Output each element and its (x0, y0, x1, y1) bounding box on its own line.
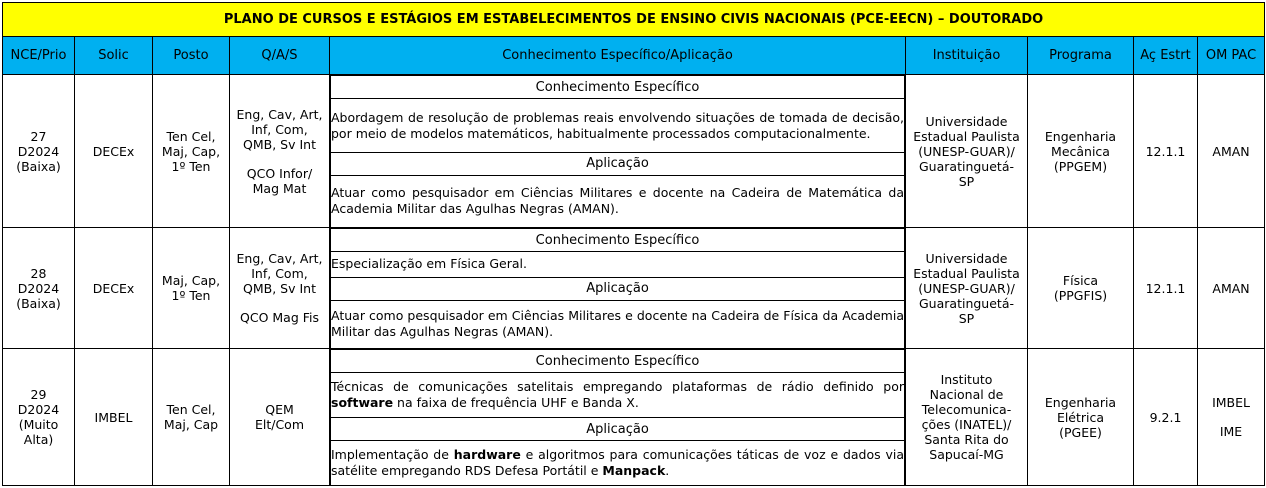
instituicao-line: Guaratinguetá- (919, 158, 1014, 174)
om-pac-line: IMBEL (1212, 395, 1250, 411)
bold-text: software (331, 395, 394, 411)
programa-line: Elétrica (1056, 409, 1105, 425)
conhecimento-inner (330, 349, 905, 485)
instituicao-line: ções (INATEL)/ (921, 417, 1012, 433)
header-programa: Programa (1028, 37, 1134, 75)
table-title: PLANO DE CURSOS E ESTÁGIOS EM ESTABELECIMENTOS DE ENSINO CIVIS NACIONAIS (PCE-EECN) – DOUTORADO (3, 3, 1265, 37)
cell-om-pac (1198, 349, 1265, 486)
cell-posto (153, 75, 230, 228)
programa-line: (PGEE) (1059, 424, 1102, 440)
instituicao-line: Estadual Paulista (913, 128, 1020, 144)
qas-line: Eng, Cav, Art, (236, 251, 323, 267)
instituicao-line: (UNESP-GUAR)/ (918, 143, 1015, 159)
cell-instituicao (906, 75, 1028, 228)
programa-line: Engenharia (1044, 128, 1117, 144)
text-segment: Abordagem de resolução de problemas reais envolvendo situações de tomada de decisão, por meio de modelos matemáticos, habitualmente processados computacionalmente. (331, 109, 904, 141)
qas-line: Inf, Com, (251, 266, 308, 282)
text-segment: Atuar como pesquisador em Ciências Militares e docente na Cadeira de Física da Academia Militar das Agulhas Negras (AMAN). (331, 308, 904, 340)
bold-text: hardware (453, 447, 521, 463)
bold-text: Manpack (602, 463, 666, 479)
cell-om-pac (1198, 75, 1265, 228)
conhecimento-inner (330, 228, 905, 348)
nce-line: D2024 (17, 143, 60, 159)
instituicao-line: Estadual Paulista (913, 265, 1020, 281)
header-qas: Q/A/S (230, 37, 330, 75)
header-om-pac: OM PAC (1198, 37, 1265, 75)
instituicao-line: Telecomunica- (921, 402, 1012, 418)
sub-header-aplicacao: Aplicação (331, 418, 905, 441)
cell-solic: DECEx (75, 75, 153, 228)
cell-nce-prio (3, 75, 75, 228)
posto-line: 1º Ten (171, 158, 211, 174)
cell-ac-estrt: 12.1.1 (1134, 75, 1198, 228)
om-pac-line: AMAN (1212, 280, 1250, 296)
header-solic: Solic (75, 37, 153, 75)
conhecimento-text (331, 373, 905, 418)
sub-header-conhecimento: Conhecimento Específico (331, 229, 905, 252)
cell-qas (230, 75, 330, 228)
programa-line: (PPGFIS) (1053, 288, 1108, 304)
instituicao-line: Guaratinguetá- (919, 295, 1014, 311)
instituicao-line: Instituto (940, 372, 993, 388)
cell-qas (230, 228, 330, 349)
sub-header-conhecimento: Conhecimento Específico (331, 350, 905, 373)
sub-header-aplicacao: Aplicação (331, 152, 905, 175)
qas-line: QEM (265, 402, 294, 418)
qas-gap (230, 296, 329, 310)
text-segment: Implementação de (331, 447, 454, 463)
text-segment: Atuar como pesquisador em Ciências Militares e docente na Cadeira de Matemática da Academia Militar das Agulhas Negras (AMAN). (331, 185, 904, 217)
header-conhecimento: Conhecimento Específico/Aplicação (330, 37, 906, 75)
cell-qas (230, 349, 330, 486)
instituicao-line: SP (958, 173, 975, 189)
posto-line: Maj, Cap, (161, 273, 221, 289)
text-segment: . (665, 463, 670, 479)
text-segment: Técnicas de comunicações satelitais empregando plataformas de rádio definido por (331, 379, 904, 395)
instituicao-line: (UNESP-GUAR)/ (918, 280, 1015, 296)
qas-line: QMB, Sv Int (243, 136, 316, 152)
table-row (3, 228, 1265, 349)
nce-line: 27 (30, 128, 47, 144)
cell-instituicao (906, 349, 1028, 486)
cell-programa (1028, 228, 1134, 349)
programa-line: Mecânica (1051, 143, 1110, 159)
text-segment: na faixa de frequência UHF e Banda X. (393, 395, 639, 411)
programa-line: (PPGEM) (1053, 158, 1108, 174)
instituicao-line: Nacional de (929, 387, 1004, 403)
table-row (3, 75, 1265, 228)
nce-line: (Baixa) (16, 295, 61, 311)
cell-nce-prio (3, 349, 75, 486)
aplicacao-text (331, 441, 905, 485)
om-pac-line: AMAN (1212, 143, 1250, 159)
conhecimento-text (331, 252, 905, 277)
qas-line: QMB, Sv Int (243, 281, 316, 297)
programa-line: Física (1062, 273, 1099, 289)
cell-ac-estrt: 12.1.1 (1134, 228, 1198, 349)
table-row (3, 349, 1265, 486)
aplicacao-text (331, 300, 905, 348)
cell-programa (1028, 349, 1134, 486)
header-row (3, 37, 1265, 75)
nce-line: (Muito (18, 417, 59, 433)
header-instituicao: Instituição (906, 37, 1028, 75)
qas-gap (230, 152, 329, 166)
om-pac-line: IME (1219, 424, 1243, 440)
cell-solic: IMBEL (75, 349, 153, 486)
nce-line: 29 (30, 387, 47, 403)
posto-line: 1º Ten (171, 288, 211, 304)
sub-header-conhecimento: Conhecimento Específico (331, 76, 905, 99)
aplicacao-text (331, 175, 905, 227)
programa-line: Engenharia (1044, 394, 1117, 410)
courses-table (2, 2, 1265, 486)
qas-line: Elt/Com (254, 417, 305, 433)
text-segment: Especialização em Física Geral. (331, 256, 527, 272)
conhecimento-inner (330, 75, 905, 227)
qas-line: QCO Mag Fis (240, 310, 319, 326)
nce-line: D2024 (17, 402, 60, 418)
posto-line: Ten Cel, (166, 128, 216, 144)
posto-line: Maj, Cap, (161, 143, 221, 159)
qas-line: QCO Infor/ (246, 165, 313, 181)
nce-line: (Baixa) (16, 158, 61, 174)
cell-solic: DECEx (75, 228, 153, 349)
instituicao-line: Santa Rita do (924, 432, 1009, 448)
nce-line: Alta) (23, 432, 54, 448)
cell-posto (153, 349, 230, 486)
nce-line: D2024 (17, 280, 60, 296)
qas-line: Mag Mat (252, 180, 307, 196)
cell-posto (153, 228, 230, 349)
posto-line: Ten Cel, (166, 402, 216, 418)
instituicao-line: Sapucaí-MG (929, 447, 1004, 463)
nce-line: 28 (30, 265, 47, 281)
cell-om-pac (1198, 228, 1265, 349)
sub-header-aplicacao: Aplicação (331, 277, 905, 300)
cell-conhecimento (330, 349, 906, 486)
header-ac-estrt: Aç Estrt (1134, 37, 1198, 75)
header-nce-prio: NCE/Prio (3, 37, 75, 75)
cell-nce-prio (3, 228, 75, 349)
instituicao-line: Universidade (925, 113, 1008, 129)
cell-ac-estrt: 9.2.1 (1134, 349, 1198, 486)
conhecimento-text (331, 99, 905, 152)
posto-line: Maj, Cap (163, 417, 219, 433)
qas-line: Inf, Com, (251, 121, 308, 137)
cell-instituicao (906, 228, 1028, 349)
cell-conhecimento (330, 75, 906, 228)
cell-conhecimento (330, 228, 906, 349)
instituicao-line: SP (958, 310, 975, 326)
header-posto: Posto (153, 37, 230, 75)
text-segment: e algoritmos para comunicações táticas de voz e dados via satélite empregando RDS Defesa Portátil e (331, 447, 904, 479)
cell-programa (1028, 75, 1134, 228)
qas-line: Eng, Cav, Art, (236, 106, 323, 122)
instituicao-line: Universidade (925, 250, 1008, 266)
